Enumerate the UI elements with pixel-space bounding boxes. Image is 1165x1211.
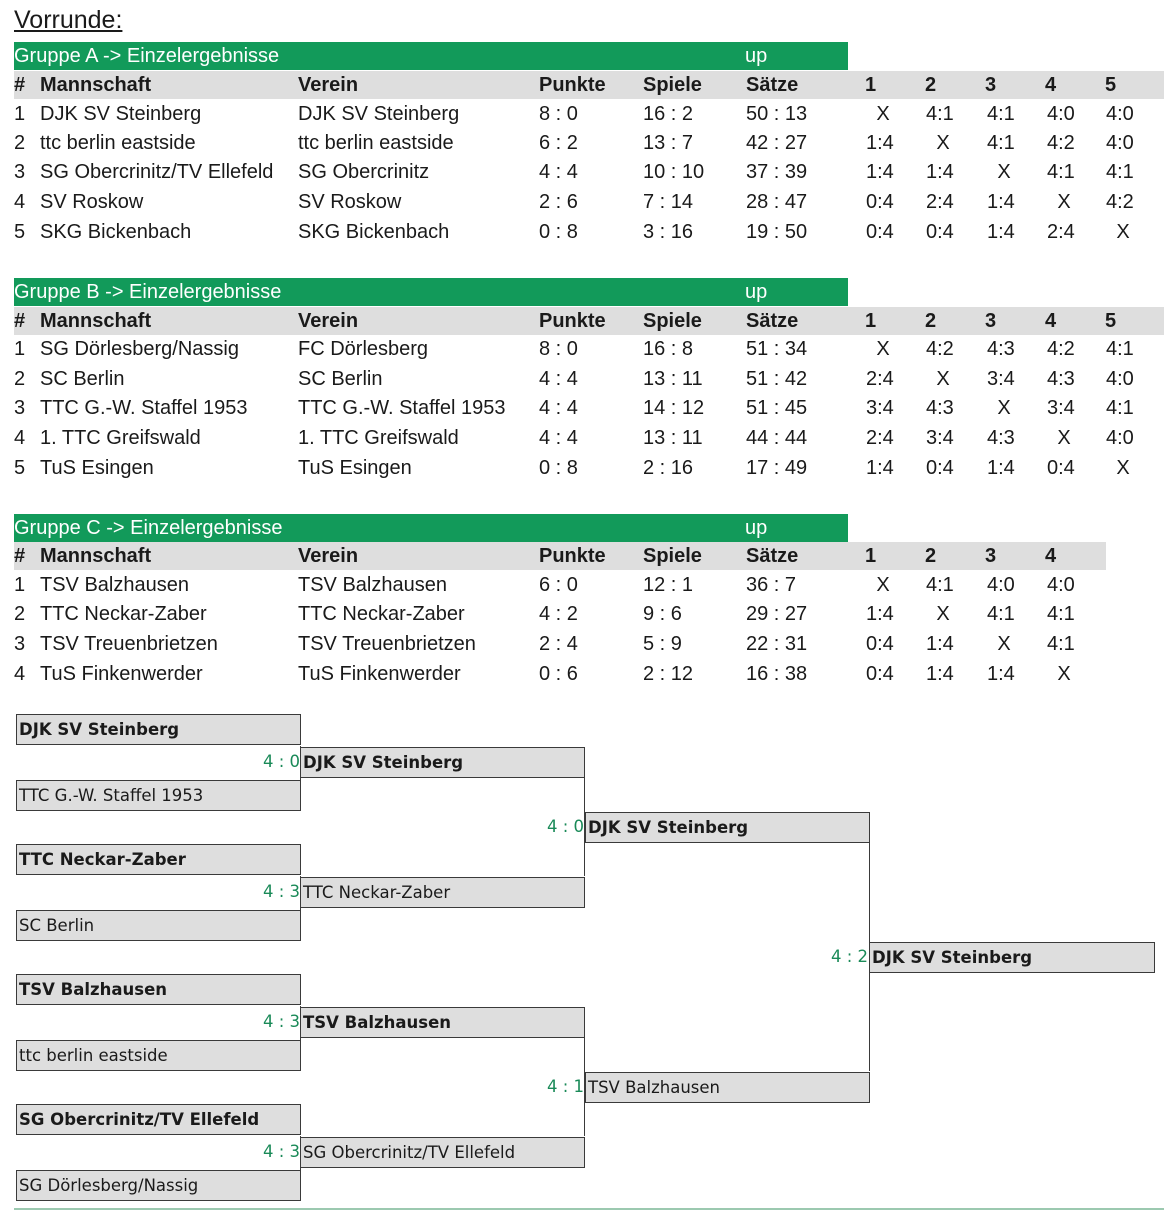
row-games: 5 : 9 [643,633,682,655]
row-games: 2 : 12 [643,663,694,685]
row-sets: 17 : 49 [746,457,808,479]
group-b-column-header [14,307,1164,335]
row-match: 4:0 [1047,574,1075,596]
bracket-champion: DJK SV Steinberg [869,942,1155,973]
row-club: 1. TTC Greifswald [298,427,459,449]
row-match: 1:4 [866,132,894,154]
col-num: # [14,310,26,332]
row-sets: 51 : 45 [746,397,808,419]
col-m2: 2 [925,74,937,96]
col-team: Mannschaft [40,545,152,567]
bracket-score: 4 : 1 [546,1077,584,1096]
row-match: 0:4 [926,221,954,243]
col-sets: Sätze [746,310,799,332]
row-club: TuS Finkenwerder [298,663,461,685]
row-match: 1:4 [866,457,894,479]
page-title: Vorrunde: [14,6,123,34]
row-num: 1 [14,338,26,360]
row-team: TTC Neckar-Zaber [40,603,207,625]
row-team: TSV Treuenbrietzen [40,633,218,655]
row-match: 4:2 [1047,132,1075,154]
col-games: Spiele [643,310,702,332]
row-match: 4:3 [987,338,1015,360]
row-match: 0:4 [866,663,894,685]
row-sets: 19 : 50 [746,221,808,243]
group-c-link[interactable]: Gruppe C -> Einzelergebnisse [14,517,283,539]
row-match: 2:4 [866,368,894,390]
row-match: 3:4 [926,427,954,449]
row-games: 13 : 7 [643,132,694,154]
row-match: 4:1 [1047,161,1075,183]
row-match: 1:4 [987,221,1015,243]
bracket-team: SG Obercrinitz/TV Ellefeld [300,1137,585,1168]
row-sets: 51 : 42 [746,368,808,390]
row-match: 1:4 [926,633,954,655]
col-m3: 3 [985,545,997,567]
row-match: 3:4 [866,397,894,419]
row-club: SC Berlin [298,368,383,390]
row-games: 2 : 16 [643,457,694,479]
col-m2: 2 [925,545,937,567]
row-club: SV Roskow [298,191,402,213]
row-team: SKG Bickenbach [40,221,192,243]
row-sets: 42 : 27 [746,132,808,154]
row-num: 2 [14,132,26,154]
row-sets: 22 : 31 [746,633,808,655]
row-points: 8 : 0 [539,338,578,360]
row-match: 0:4 [866,191,894,213]
row-points: 6 : 0 [539,574,578,596]
row-match: 1:4 [866,161,894,183]
row-sets: 28 : 47 [746,191,808,213]
col-m5: 5 [1105,74,1117,96]
row-points: 4 : 4 [539,368,578,390]
row-match: 4:1 [987,603,1015,625]
bracket-team: DJK SV Steinberg [585,812,870,843]
group-a-up-link[interactable]: up [745,45,768,67]
group-c-up-link[interactable]: up [745,517,768,539]
row-match: X [876,103,890,125]
row-match: 4:1 [1047,603,1075,625]
row-team: ttc berlin eastside [40,132,196,154]
bracket-team: SG Obercrinitz/TV Ellefeld [16,1104,301,1135]
group-c-column-header [14,542,1106,570]
bracket-team: TSV Balzhausen [585,1072,870,1103]
row-match: 4:0 [987,574,1015,596]
row-match: 4:0 [1106,427,1134,449]
col-sets: Sätze [746,545,799,567]
row-team: TuS Esingen [40,457,154,479]
row-team: TTC G.-W. Staffel 1953 [40,397,248,419]
col-club: Verein [298,74,359,96]
row-points: 6 : 2 [539,132,578,154]
row-num: 5 [14,221,26,243]
bracket-score: 4 : 0 [262,752,300,771]
group-b-link[interactable]: Gruppe B -> Einzelergebnisse [14,281,282,303]
col-team: Mannschaft [40,310,152,332]
row-games: 9 : 6 [643,603,682,625]
row-num: 2 [14,603,26,625]
col-num: # [14,545,26,567]
col-num: # [14,74,26,96]
col-games: Spiele [643,74,702,96]
row-games: 13 : 11 [643,368,703,390]
col-m4: 4 [1045,545,1057,567]
row-team: TSV Balzhausen [40,574,189,596]
row-points: 0 : 6 [539,663,578,685]
col-m1: 1 [865,545,877,567]
group-b-header [14,278,848,306]
row-team: DJK SV Steinberg [40,103,202,125]
col-club: Verein [298,310,359,332]
col-m5: 5 [1105,310,1117,332]
row-team: SC Berlin [40,368,125,390]
row-club: DJK SV Steinberg [298,103,460,125]
row-points: 4 : 4 [539,161,578,183]
row-match: 4:3 [987,427,1015,449]
row-match: X [1057,191,1071,213]
bracket-team: TTC Neckar-Zaber [16,844,301,875]
bracket-team: TTC Neckar-Zaber [300,877,585,908]
row-num: 3 [14,161,26,183]
row-match: 0:4 [1047,457,1075,479]
row-points: 4 : 4 [539,427,578,449]
row-games: 16 : 8 [643,338,694,360]
bracket-team: TSV Balzhausen [16,974,301,1005]
row-match: X [1057,663,1071,685]
bracket-score: 4 : 3 [262,882,300,901]
row-points: 2 : 4 [539,633,578,655]
bracket-team: DJK SV Steinberg [16,714,301,745]
row-sets: 44 : 44 [746,427,808,449]
row-points: 0 : 8 [539,221,578,243]
row-match: 1:4 [926,663,954,685]
row-points: 2 : 6 [539,191,578,213]
row-match: 4:3 [926,397,954,419]
row-points: 4 : 2 [539,603,578,625]
row-games: 3 : 16 [643,221,694,243]
row-match: X [1116,221,1130,243]
col-sets: Sätze [746,74,799,96]
group-b-up-link[interactable]: up [745,281,768,303]
row-match: 4:1 [987,103,1015,125]
bracket-score: 4 : 3 [262,1012,300,1031]
bracket-team: SC Berlin [16,910,301,941]
row-sets: 50 : 13 [746,103,808,125]
row-match: 1:4 [987,663,1015,685]
row-match: 0:4 [926,457,954,479]
col-m4: 4 [1045,310,1057,332]
col-club: Verein [298,545,359,567]
group-c-header [14,514,848,542]
row-match: 1:4 [926,161,954,183]
row-team: SG Obercrinitz/TV Ellefeld [40,161,274,183]
row-club: TTC Neckar-Zaber [298,603,465,625]
row-match: 4:2 [926,338,954,360]
col-m2: 2 [925,310,937,332]
row-match: 4:1 [1106,338,1134,360]
row-match: X [936,603,950,625]
row-match: 4:1 [1106,161,1134,183]
row-sets: 29 : 27 [746,603,808,625]
row-num: 1 [14,574,26,596]
row-match: 1:4 [987,457,1015,479]
row-match: 4:2 [1047,338,1075,360]
row-match: X [876,574,890,596]
row-num: 2 [14,368,26,390]
row-points: 0 : 8 [539,457,578,479]
bracket-score: 4 : 3 [262,1142,300,1161]
row-num: 4 [14,427,26,449]
row-match: 2:4 [866,427,894,449]
row-num: 1 [14,103,26,125]
col-points: Punkte [539,74,606,96]
row-match: X [936,368,950,390]
row-match: 4:0 [1047,103,1075,125]
row-club: TSV Treuenbrietzen [298,633,476,655]
bracket-team: SG Dörlesberg/Nassig [16,1170,301,1201]
divider [14,1208,1164,1210]
row-club: SG Obercrinitz [298,161,430,183]
row-points: 4 : 4 [539,397,578,419]
row-team: 1. TTC Greifswald [40,427,201,449]
col-team: Mannschaft [40,74,152,96]
row-club: TTC G.-W. Staffel 1953 [298,397,506,419]
col-games: Spiele [643,545,702,567]
row-num: 3 [14,397,26,419]
bracket-score: 4 : 2 [830,947,868,966]
row-points: 8 : 0 [539,103,578,125]
col-points: Punkte [539,310,606,332]
row-match: 2:4 [1047,221,1075,243]
row-match: 4:2 [1106,191,1134,213]
row-match: 4:1 [1106,397,1134,419]
row-match: 4:1 [926,574,954,596]
row-match: X [876,338,890,360]
row-match: 1:4 [987,191,1015,213]
row-match: 4:0 [1106,132,1134,154]
row-club: ttc berlin eastside [298,132,454,154]
col-m4: 4 [1045,74,1057,96]
row-games: 12 : 1 [643,574,694,596]
bracket-score: 4 : 0 [546,817,584,836]
row-match: 1:4 [866,603,894,625]
row-team: TuS Finkenwerder [40,663,203,685]
row-match: 4:3 [1047,368,1075,390]
row-match: 2:4 [926,191,954,213]
bracket-team: ttc berlin eastside [16,1040,301,1071]
row-match: 0:4 [866,633,894,655]
row-match: 4:1 [987,132,1015,154]
row-num: 3 [14,633,26,655]
row-sets: 37 : 39 [746,161,808,183]
row-match: 4:1 [926,103,954,125]
row-match: 4:1 [1047,633,1075,655]
row-match: X [997,633,1011,655]
row-sets: 51 : 34 [746,338,808,360]
row-match: 4:0 [1106,368,1134,390]
bracket-team: TSV Balzhausen [300,1007,585,1038]
row-match: X [1057,427,1071,449]
bracket-team: TTC G.-W. Staffel 1953 [16,780,301,811]
col-m3: 3 [985,74,997,96]
col-points: Punkte [539,545,606,567]
row-sets: 36 : 7 [746,574,797,596]
row-team: SG Dörlesberg/Nassig [40,338,239,360]
group-a-link[interactable]: Gruppe A -> Einzelergebnisse [14,45,280,67]
row-match: X [997,161,1011,183]
row-match: X [997,397,1011,419]
row-num: 5 [14,457,26,479]
row-match: 3:4 [987,368,1015,390]
row-games: 16 : 2 [643,103,694,125]
bracket-team: DJK SV Steinberg [300,747,585,778]
row-games: 14 : 12 [643,397,705,419]
row-games: 7 : 14 [643,191,694,213]
row-match: 0:4 [866,221,894,243]
row-match: 3:4 [1047,397,1075,419]
row-match: 4:0 [1106,103,1134,125]
row-club: TuS Esingen [298,457,412,479]
row-games: 13 : 11 [643,427,703,449]
col-m3: 3 [985,310,997,332]
col-m1: 1 [865,310,877,332]
row-club: SKG Bickenbach [298,221,450,243]
row-num: 4 [14,663,26,685]
row-club: FC Dörlesberg [298,338,429,360]
row-games: 10 : 10 [643,161,705,183]
group-a-column-header [14,71,1164,99]
col-m1: 1 [865,74,877,96]
row-sets: 16 : 38 [746,663,808,685]
group-a-header [14,42,848,70]
row-num: 4 [14,191,26,213]
row-match: X [1116,457,1130,479]
row-club: TSV Balzhausen [298,574,447,596]
row-match: X [936,132,950,154]
row-team: SV Roskow [40,191,144,213]
